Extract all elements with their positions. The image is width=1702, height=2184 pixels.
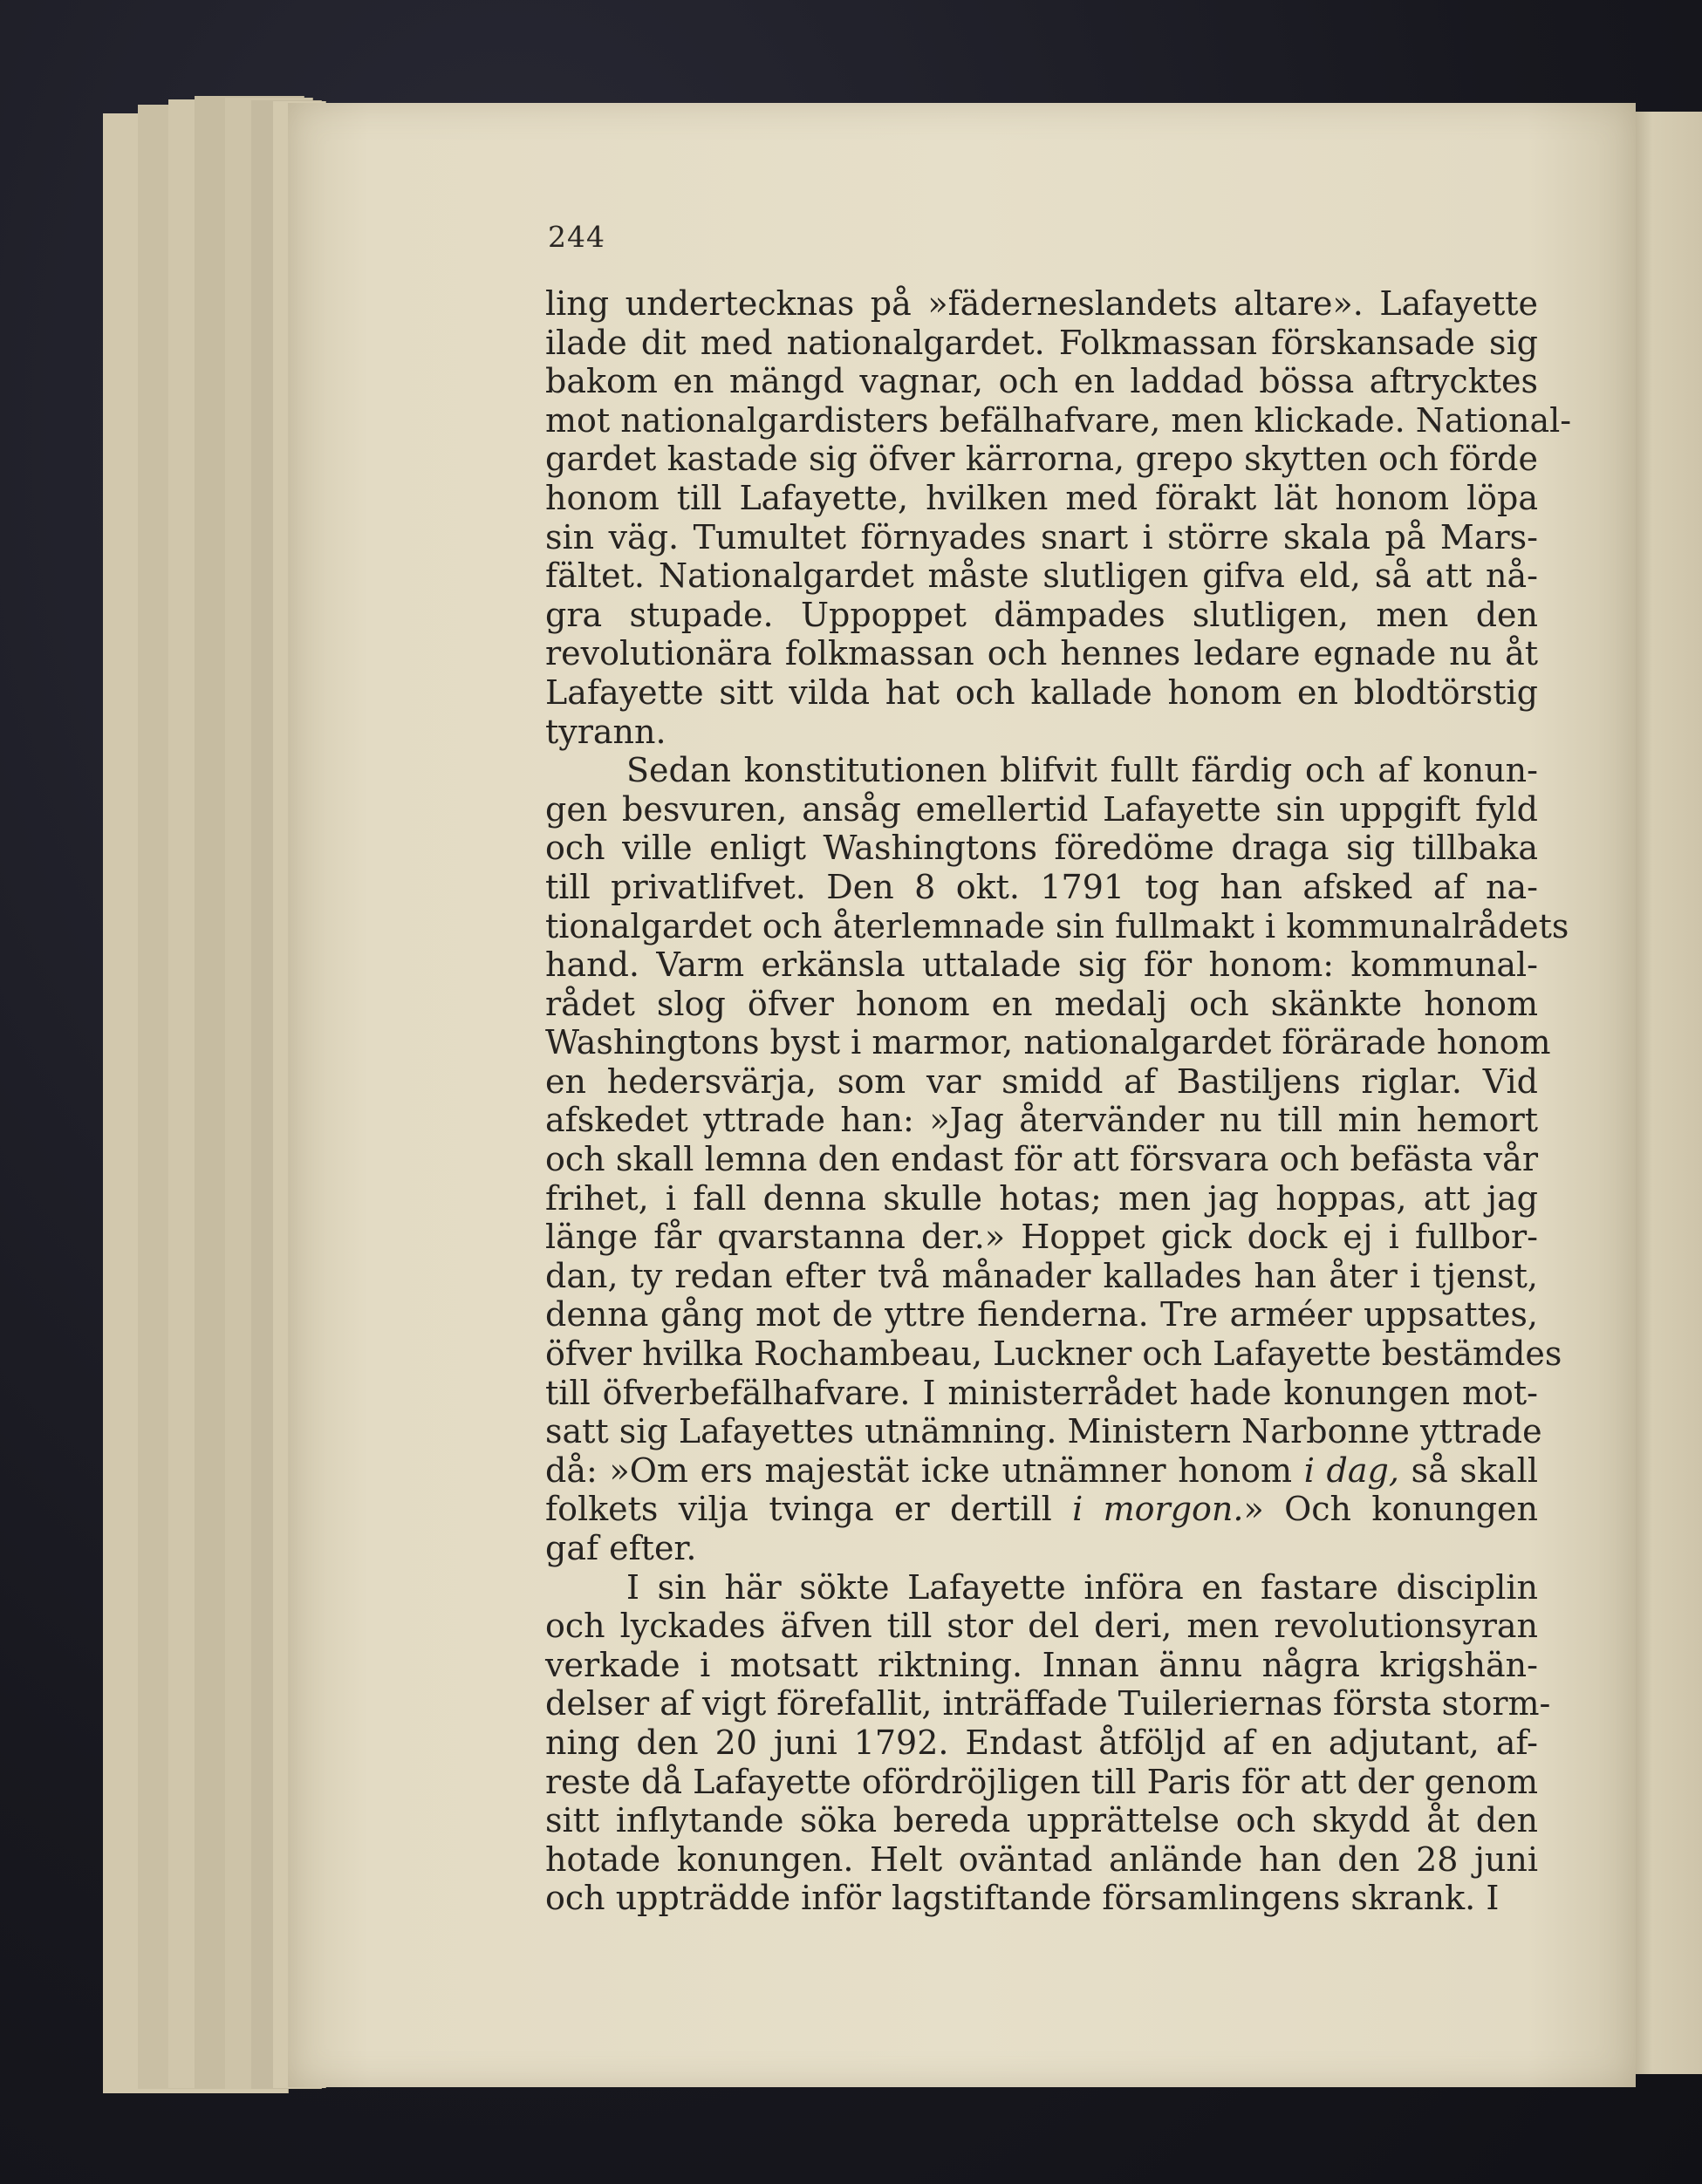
text-line: verkade i motsatt riktning. Innan ännu några krigshän-: [545, 1645, 1538, 1684]
text-line: mot nationalgardisters befälhafvare, men klickade. National-: [545, 400, 1572, 440]
text-line: gardet kastade sig öfver kärrorna, grepo skytten och förde: [545, 440, 1538, 479]
paragraph: [545, 1567, 1551, 1918]
text-line: sitt inflytande söka bereda upprättelse och skydd åt den: [545, 1801, 1538, 1840]
text-line: fältet. Nationalgardet måste slutligen gifva eld, så att nå-: [545, 556, 1538, 596]
text-line: dan, ty redan efter två månader kallades han åter i tjenst,: [545, 1256, 1538, 1295]
text-line: bakom en mängd vagnar, och en laddad bössa aftrycktes: [545, 362, 1538, 401]
text-line: delser af vigt förefallit, inträffade Tuileriernas första storm-: [545, 1684, 1551, 1723]
text-line: satt sig Lafayettes utnämning. Ministern Narbonne yttrade: [545, 1412, 1542, 1451]
text-line: gen besvuren, ansåg emellertid Lafayette sin uppgift fyld: [545, 789, 1538, 829]
text-line: denna gång mot de yttre fienderna. Tre arméer uppsattes,: [545, 1295, 1538, 1334]
text-line: länge får qvarstanna der.» Hoppet gick dock ej i fullbor-: [545, 1218, 1538, 1257]
text-line: reste då Lafayette ofördröjligen till Paris för att der genom: [545, 1762, 1538, 1801]
text-line: Washingtons byst i marmor, nationalgardet förärade honom: [545, 1023, 1551, 1062]
facing-page-edge: [1631, 112, 1702, 2074]
text-line: tyrann.: [545, 712, 666, 751]
paragraph: [545, 284, 1572, 751]
text-line: ilade dit med nationalgardet. Folkmassan förskansade sig: [545, 323, 1538, 362]
text-line: gra stupade. Uppoppet dämpades slutligen, men den: [545, 595, 1538, 634]
text-line: honom till Lafayette, hvilken med förakt lät honom löpa: [545, 478, 1538, 517]
text-line: tionalgardet och återlemnade sin fullmakt i kommunalrådets: [545, 906, 1569, 945]
text-line: en hedersvärja, som var smidd af Bastiljens riglar. Vid: [545, 1061, 1538, 1101]
text-line: och ville enligt Washingtons föredöme draga sig tillbaka: [545, 829, 1538, 868]
text-line: hand. Varm erkänsla uttalade sig för honom: kommunal-: [545, 945, 1538, 985]
text-line: och skall lemna den endast för att försvara och befästa vår: [545, 1140, 1538, 1179]
text-line: ning den 20 juni 1792. Endast åtföljd af en adjutant, af-: [545, 1723, 1538, 1762]
text-line: folkets vilja tvinga er dertill i morgon.» Och konungen: [545, 1490, 1538, 1529]
text-line: frihet, i fall denna skulle hotas; men jag hoppas, att jag: [545, 1178, 1538, 1218]
text-line: afskedet yttrade han: »Jag återvänder nu till min hemort: [545, 1101, 1538, 1140]
text-line: till öfverbefälhafvare. I ministerrådet hade konungen mot-: [545, 1373, 1538, 1412]
text-line: Sedan konstitutionen blifvit fullt färdig och af konun-: [626, 751, 1538, 790]
text-line: då: »Om ers majestät icke utnämner honom i dag, så skall: [545, 1450, 1538, 1490]
text-line: gaf efter.: [545, 1529, 697, 1567]
text-line: sin väg. Tumultet förnyades snart i större skala på Mars-: [545, 517, 1538, 556]
paragraph: [545, 751, 1569, 1567]
page-number: 244: [548, 220, 605, 254]
text-line: öfver hvilka Rochambeau, Luckner och Lafayette bestämdes: [545, 1334, 1562, 1374]
text-line: hotade konungen. Helt oväntad anlände han den 28 juni: [545, 1839, 1538, 1879]
text-line: till privatlifvet. Den 8 okt. 1791 tog han afsked af na-: [545, 867, 1538, 906]
text-line: I sin här sökte Lafayette införa en fastare disciplin: [626, 1567, 1538, 1607]
text-line: Lafayette sitt vilda hat och kallade honom en blodtörstig: [545, 672, 1538, 712]
text-line: och uppträdde inför lagstiftande församlingens skrank. I: [545, 1879, 1500, 1918]
body-text: [545, 284, 1572, 1918]
text-line: och lyckades äfven till stor del deri, men revolutionsyran: [545, 1607, 1538, 1646]
text-line: ling undertecknas på »fäderneslandets altare». Lafayette: [545, 284, 1538, 323]
text-line: revolutionära folkmassan och hennes ledare egnade nu åt: [545, 634, 1538, 673]
text-line: rådet slog öfver honom en medalj och skänkte honom: [545, 984, 1538, 1023]
